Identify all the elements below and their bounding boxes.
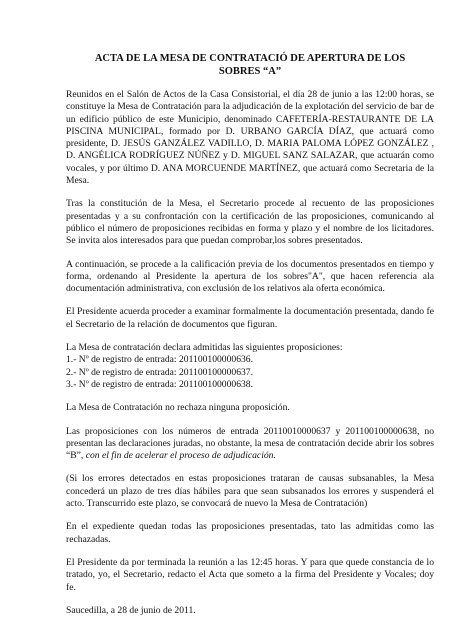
paragraph-closing: El Presidente da por terminada la reunión a las 12:45 horas. Y para que quede constancia de lo tratado, yo, el Secretario, redacto el Acta que someto a la firma del Presidente y Vocales; doy fe.	[66, 556, 434, 593]
paragraph-open-envelopes-b	[66, 426, 434, 463]
paragraph-open-envelopes-b-italic: con el fin de acelerar el proceso de adjudicación.	[85, 450, 276, 462]
list-item: 1.- Nº de registro de entrada: 201100100000636.	[66, 354, 253, 366]
list-intro: La Mesa de contratación declara admitidas las siguientes proposiciones:	[66, 342, 343, 354]
document-title: ACTA DE LA MESA DE CONTRATACIÓ DE APERTURA DE LOS SOBRES “A”	[94, 53, 406, 77]
paragraph-qualification: A continuación, se procede a la calificación previa de los documentos presentados en tiempo y forma, ordenando al Presidente la apertura de los sobres"A", que hacen referencia ala documentación administrativa, con exclusión de los relativos ala oferta económica.	[66, 258, 434, 295]
paragraph-subsanable-errors: (Si los errores detectados en estas proposiciones trataran de causas subsanables, la Mesa concederá un plazo de tres días hábiles para que sean subsanados los errores y suspenderá el acto. Transcurrido este plazo, se convocará de nuevo la Mesa de Contratación)	[66, 473, 434, 510]
paragraph-file-record: En el expediente quedan todas las proposiciones presentadas, tato las admitidas como las rechazadas.	[66, 521, 434, 545]
admitted-proposals-list	[66, 342, 434, 391]
paragraph-examination: El Presidente acuerda proceder a examinar formalmente la documentación presentada, dando fe el Secretario de la relación de documentos que figuran.	[66, 306, 434, 330]
paragraph-no-rejection: La Mesa de Contratación no rechaza ninguna proposición.	[66, 402, 290, 414]
list-item: 3.- Nº de registro de entrada: 201100100000638.	[66, 378, 253, 390]
date-line: Saucedilla, a 28 de junio de 2011.	[66, 604, 196, 616]
paragraph-open-envelopes-b-main: Las proposiciones con los números de entrada 20110010000637 y 201100100000638, no presentan las declaraciones juradas, no obstante, la mesa de contratación decide abrir los sobres “B”,	[66, 425, 434, 462]
list-item: 2.- Nº de registro de entrada: 201100100000637.	[66, 366, 253, 378]
paragraph-count: Tras la constitución de la Mesa, el Secretario procede al recuento de las proposiciones presentadas y a su confrontación con la certificación de las proposiciones, comunicando al público el número de proposiciones recibidas en forma y plazo y el nombre de los licitadores. Se invita alos interesados para que puedan comprobar,los sobres presentados.	[66, 198, 434, 247]
paragraph-constitution: Reunidos en el Salón de Actos de la Casa Consistorial, el día 28 de junio a las 12:00 horas, se constituye la Mesa de Contratación para la adjudicación de la explotación del servicio de bar de un edificio público de este Municipio, denominado CAFETERÍA-RESTAURANTE DE LA PISCINA MUNICIPAL, formado por D. URBANO GARCÍA DÍAZ, que actuará como presidente, D. JESÚS GANZÁLEZ VADILLO, D. MARIA PALOMA LÓPEZ GONZÁLEZ , D. ANGÉLICA RODRÍGUEZ NÚÑEZ y D. MIGUEL SANZ SALAZAR, que actuarán como vocales, y por último D. ANA MORCUENDE MARTÍNEZ, que actuará como Secretaria de la Mesa.	[66, 89, 434, 187]
